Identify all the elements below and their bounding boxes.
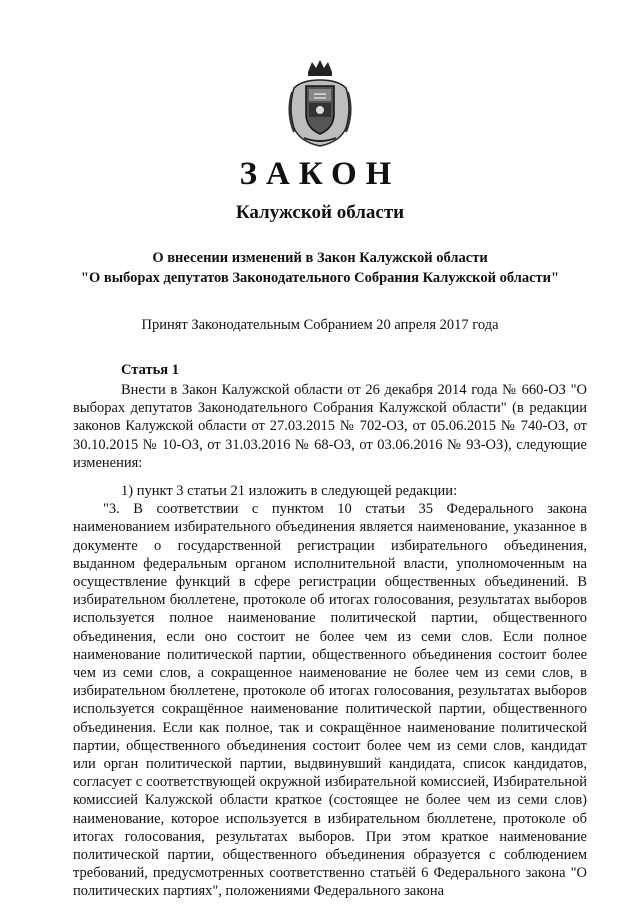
law-subject bbox=[0, 248, 640, 288]
adoption-date: Принят Законодательным Собранием 20 апреля 2017 года bbox=[141, 317, 499, 333]
article-body bbox=[73, 381, 587, 901]
subject-line-2: "О выборах депутатов Законодательного Собрания Калужской области" bbox=[80, 270, 560, 286]
amendment-item-1: 1) пункт 3 статьи 21 изложить в следующей редакции: bbox=[121, 483, 458, 500]
article-intro: Внести в Закон Калужской области от 26 декабря 2014 года № 660-ОЗ "О выборах депутатов Законодательного Собрания Калужской области" (в редакции законов Калужской области от 27.03.2015 № 702-ОЗ, от 05.06.2015 № 740-ОЗ, от 30.10.2015 № 10-ОЗ, от 31.03.2016 № 68-ОЗ, от 03.06.2016 № 93-ОЗ), следующие изменения: bbox=[73, 382, 587, 471]
region-name: Калужской области bbox=[235, 202, 405, 223]
coat-of-arms-icon bbox=[284, 58, 356, 148]
amendment-quote: "3. В соответствии с пунктом 10 статьи 35 Федерального закона наименованием избирательного объединения является наименование, указанное в документе о государственной регистрации избирательного объединения, выданном федеральным органом исполнительной власти, уполномоченным на осуществление функций в сфере регистрации общественных объединений. В избирательном бюллетене, протоколе об итогах голосования, результатах выборов используется полное наименование политической партии, общественного объединения, если оно состоит не более чем из семи слов. Если полное наименование политической партии, общественного объединения состоит более чем из семи слов, а сокращенное наименование не более чем из семи слов, в избирательном бюллетене, протоколе об итогах голосования, результатах выборов используется сокращённое наименование политической партии, общественного объединения. Если как полное, так и сокращённое наименование политической партии, общественного объединения состоит более чем из семи слов, кандидат или орган политической партии, выдвинувший кандидата, список кандидатов, согласует с соответствующей окружной избирательной комиссией, Избирательной комиссией Калужской области краткое (состоящее не более чем из семи слов) наименование, которое используется в избирательном бюллетене, протоколе об итогах голосования, результатах выборов. При этом краткое наименование политической партии, общественного объединения образуется с соблюдением требований, предусмотренных соответственно статьёй 6 Федерального закона "О политических партиях", положениями Федерального закона bbox=[73, 501, 587, 900]
document-title: ЗАКОН bbox=[239, 156, 401, 192]
article-heading: Статья 1 bbox=[121, 362, 179, 378]
subject-line-1: О внесении изменений в Закон Калужской области bbox=[152, 250, 488, 266]
